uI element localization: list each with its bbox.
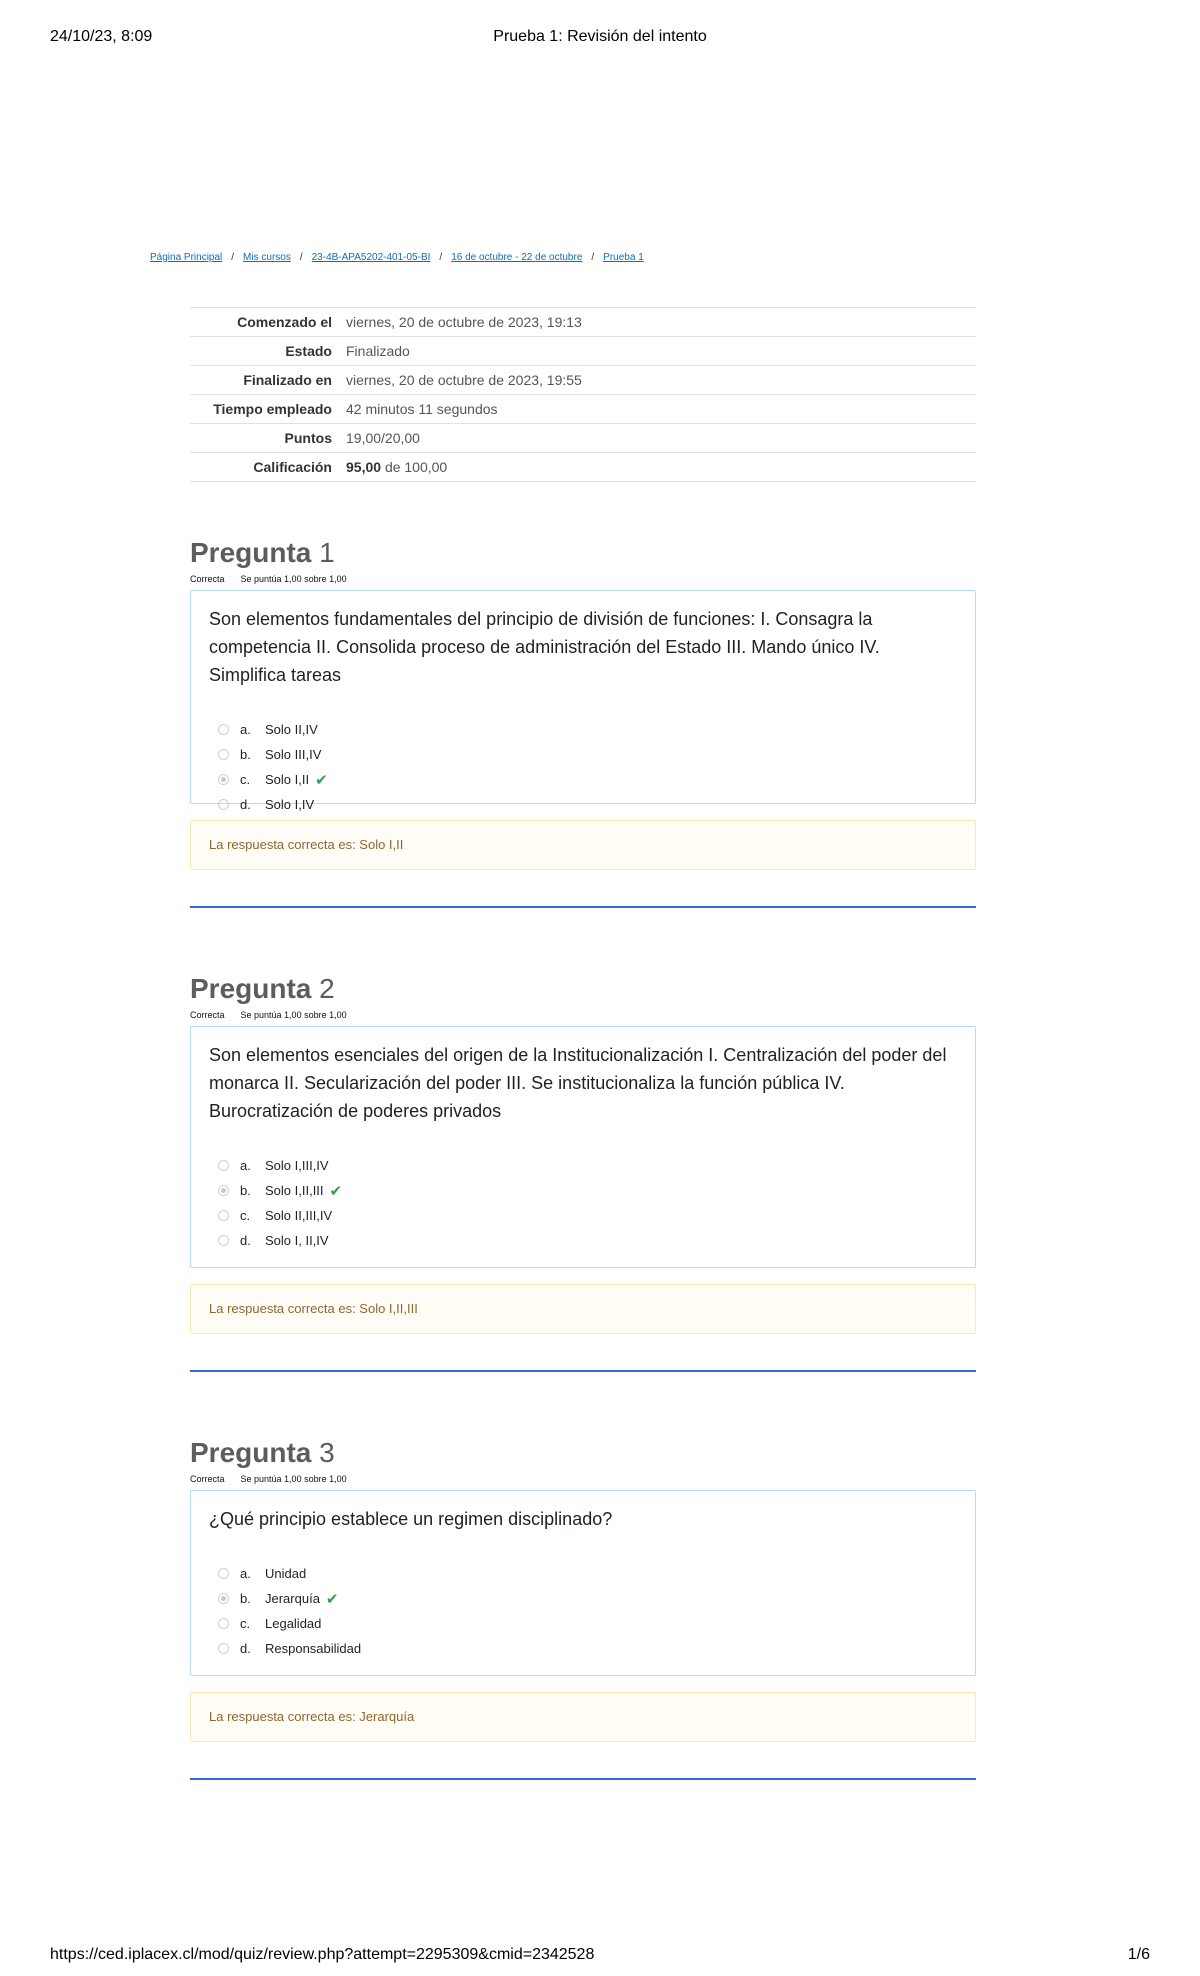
grade-max: de 100,00 (384, 459, 448, 475)
question-3 (190, 1436, 976, 1780)
question-number: 3 (319, 1437, 335, 1468)
summary-label: Calificación (190, 453, 340, 482)
answer-label: Solo I,II,III (265, 1183, 324, 1198)
answer-label: Jerarquía (265, 1591, 320, 1606)
question-divider (190, 1778, 976, 1780)
summary-row-time (190, 395, 976, 424)
radio-button[interactable] (218, 1618, 229, 1629)
summary-label: Estado (190, 337, 340, 366)
question-info (190, 574, 976, 586)
print-date: 24/10/23, 8:09 (50, 28, 153, 45)
breadcrumb-quiz-link[interactable]: Prueba 1 (603, 252, 644, 263)
breadcrumb-courses-link[interactable]: Mis cursos (243, 252, 291, 263)
summary-value: viernes, 20 de octubre de 2023, 19:13 (340, 308, 976, 337)
summary-value: viernes, 20 de octubre de 2023, 19:55 (340, 366, 976, 395)
radio-button[interactable] (218, 1568, 229, 1579)
summary-label: Comenzado el (190, 308, 340, 337)
question-divider (190, 906, 976, 908)
answer-label: Solo I, II,IV (265, 1233, 329, 1248)
attempt-summary-table (190, 307, 976, 482)
summary-value (340, 453, 976, 482)
question-text: Son elementos fundamentales del principio de división de funciones: I. Consagra la competencia II. Consolida proceso de administración del Estado III. Mando único IV. Simplifica tareas (209, 609, 880, 685)
question-status: Correcta (190, 1474, 225, 1484)
answer-label: Solo II,III,IV (265, 1208, 333, 1223)
radio-button-checked[interactable] (218, 774, 229, 785)
question-number: 1 (319, 537, 335, 568)
breadcrumb-home-link[interactable]: Página Principal (150, 252, 223, 263)
summary-row-points (190, 424, 976, 453)
print-footer (50, 1946, 1150, 1968)
answer-label: Legalidad (265, 1616, 322, 1631)
radio-button[interactable] (218, 1643, 229, 1654)
breadcrumb: Página Principal / Mis cursos / 23-4B-APA5202-401-05-BI / 16 de octubre - 22 de octubre / Prueba 1 (150, 252, 644, 263)
answer-option[interactable]: a. Unidad (209, 1561, 957, 1586)
question-score: Se puntúa 1,00 sobre 1,00 (240, 1474, 347, 1484)
answer-label: Solo II,IV (265, 722, 318, 737)
answer-option[interactable]: a. Solo I,III,IV (209, 1153, 957, 1178)
summary-value: Finalizado (340, 337, 976, 366)
breadcrumb-week-link[interactable]: 16 de octubre - 22 de octubre (451, 252, 583, 263)
question-info (190, 1474, 976, 1486)
question-title: Pregunta 2 (190, 973, 335, 1004)
question-title: Pregunta 1 (190, 537, 335, 568)
answer-label: Solo III,IV (265, 747, 322, 762)
radio-button-checked[interactable] (218, 1593, 229, 1604)
print-title: Prueba 1: Revisión del intento (493, 28, 707, 45)
answer-option[interactable]: a. Solo II,IV (209, 717, 957, 742)
correct-check-icon: ✔ (325, 1590, 339, 1608)
answer-label: Solo I,IV (265, 797, 315, 812)
question-status: Correcta (190, 1010, 225, 1020)
correct-answer-feedback: La respuesta correcta es: Solo I,II (190, 820, 976, 870)
question-title: Pregunta 3 (190, 1437, 335, 1468)
question-status: Correcta (190, 574, 225, 584)
correct-answer-feedback: La respuesta correcta es: Jerarquía (190, 1692, 976, 1742)
print-header (50, 28, 1150, 52)
radio-button[interactable] (218, 1235, 229, 1246)
summary-value: 42 minutos 11 segundos (340, 395, 976, 424)
answer-option[interactable]: b. Solo III,IV (209, 742, 957, 767)
summary-label: Puntos (190, 424, 340, 453)
summary-row-state (190, 337, 976, 366)
radio-button[interactable] (218, 724, 229, 735)
answer-option[interactable]: d. Solo I, II,IV (209, 1228, 957, 1253)
answer-option-selected[interactable]: b. Solo I,II,III ✔ (209, 1178, 957, 1203)
summary-row-finished (190, 366, 976, 395)
print-page-number: 1/6 (1127, 1946, 1150, 1963)
radio-button[interactable] (218, 1160, 229, 1171)
answer-option[interactable]: c. Solo II,III,IV (209, 1203, 957, 1228)
answer-option-selected[interactable]: b. Jerarquía ✔ (209, 1586, 957, 1611)
answer-option-selected[interactable]: c. Solo I,II ✔ (209, 767, 957, 792)
question-number: 2 (319, 973, 335, 1004)
print-url: https://ced.iplacex.cl/mod/quiz/review.php?attempt=2295309&cmid=2342528 (50, 1946, 595, 1963)
answer-label: Unidad (265, 1566, 307, 1581)
grade-value: 95,00 (346, 459, 382, 475)
question-text: Son elementos esenciales del origen de la Institucionalización I. Centralización del poder del monarca II. Secularización del poder III. Se institucionaliza la función pública IV. Burocratización de poderes privados (209, 1045, 947, 1121)
question-score: Se puntúa 1,00 sobre 1,00 (240, 1010, 347, 1020)
summary-row-grade (190, 453, 976, 482)
summary-row-started (190, 308, 976, 337)
correct-answer-feedback: La respuesta correcta es: Solo I,II,III (190, 1284, 976, 1334)
radio-button[interactable] (218, 1210, 229, 1221)
question-text: ¿Qué principio establece un regimen disciplinado? (209, 1509, 613, 1529)
answer-option[interactable]: d. Responsabilidad (209, 1636, 957, 1661)
radio-button[interactable] (218, 749, 229, 760)
summary-label: Finalizado en (190, 366, 340, 395)
answer-label: Solo I,III,IV (265, 1158, 329, 1173)
radio-button-checked[interactable] (218, 1185, 229, 1196)
question-1 (190, 536, 976, 908)
breadcrumb-course-link[interactable]: 23-4B-APA5202-401-05-BI (311, 252, 431, 263)
summary-label: Tiempo empleado (190, 395, 340, 424)
question-divider (190, 1370, 976, 1372)
answer-option[interactable]: c. Legalidad (209, 1611, 957, 1636)
question-content (190, 1026, 976, 1268)
radio-button[interactable] (218, 799, 229, 810)
question-content (190, 1490, 976, 1676)
answer-label: Solo I,II (265, 772, 310, 787)
question-content (190, 590, 976, 812)
correct-check-icon: ✔ (329, 1182, 343, 1200)
answer-label: Responsabilidad (265, 1641, 362, 1656)
question-score: Se puntúa 1,00 sobre 1,00 (240, 574, 347, 584)
question-info (190, 1010, 976, 1022)
correct-check-icon: ✔ (315, 771, 328, 789)
answer-option[interactable]: d. Solo I,IV (209, 792, 957, 817)
question-2 (190, 972, 976, 1372)
summary-value: 19,00/20,00 (340, 424, 976, 453)
